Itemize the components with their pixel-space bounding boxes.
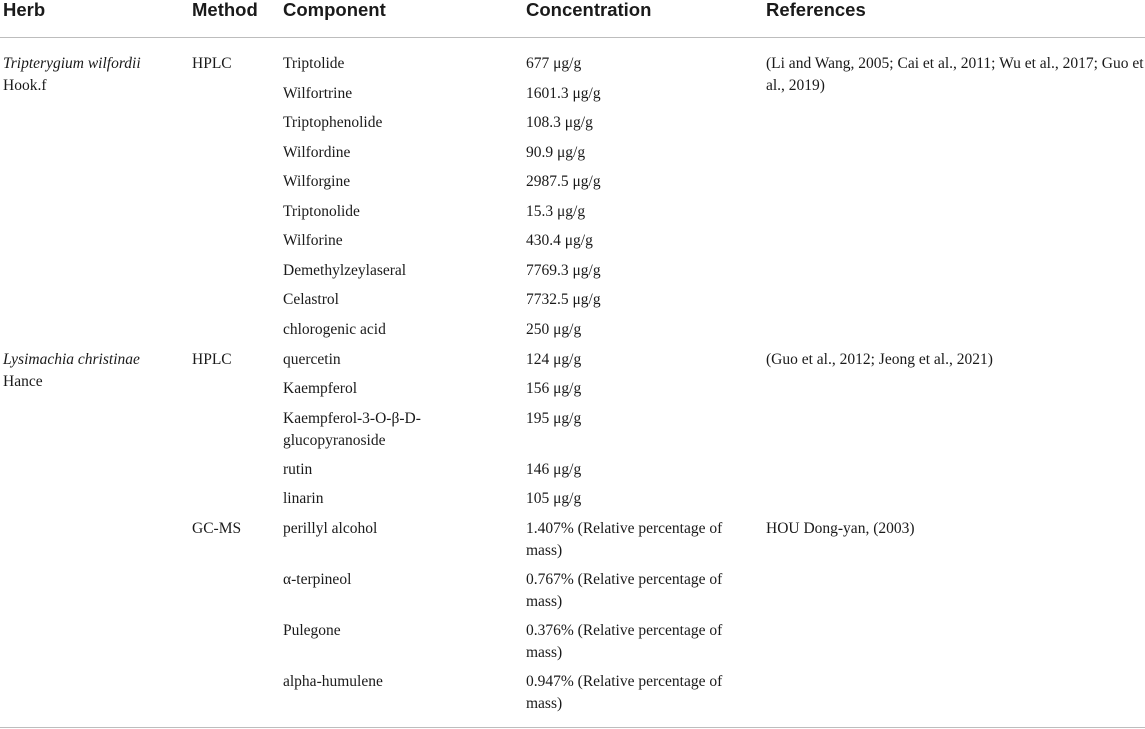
- header-herb: Herb: [3, 0, 46, 20]
- table-header: [0, 0, 1145, 38]
- method-cell: GC-MS: [192, 520, 242, 537]
- component-cell: Triptolide: [283, 55, 345, 72]
- concentration-cell: 0.376% (Relative percentage of mass): [526, 622, 723, 661]
- concentration-cell: 677 μg/g: [526, 55, 582, 72]
- concentration-cell: 195 μg/g: [526, 410, 582, 427]
- component-cell: α-terpineol: [283, 571, 352, 588]
- concentration-cell: 15.3 μg/g: [526, 203, 586, 220]
- component-cell: linarin: [283, 490, 324, 507]
- concentration-cell: 0.947% (Relative percentage of mass): [526, 673, 723, 712]
- concentration-cell: 430.4 μg/g: [526, 232, 593, 249]
- herb-latin-name: Tripterygium wilfordii: [3, 55, 141, 72]
- header-method: Method: [192, 0, 258, 20]
- component-cell: Kaempferol-3-O-β-D-glucopyranoside: [283, 410, 421, 449]
- references-cell: (Guo et al., 2012; Jeong et al., 2021): [766, 351, 993, 368]
- concentration-cell: 7769.3 μg/g: [526, 262, 601, 279]
- concentration-cell: 146 μg/g: [526, 461, 582, 478]
- header-concentration: Concentration: [526, 0, 652, 20]
- component-cell: quercetin: [283, 351, 341, 368]
- herb-authority: Hook.f: [3, 77, 47, 94]
- concentration-cell: 250 μg/g: [526, 321, 582, 338]
- concentration-cell: 105 μg/g: [526, 490, 582, 507]
- component-cell: Wilforgine: [283, 173, 351, 190]
- component-cell: Wilforine: [283, 232, 343, 249]
- concentration-cell: 2987.5 μg/g: [526, 173, 601, 190]
- concentration-cell: 108.3 μg/g: [526, 114, 593, 131]
- component-cell: Wilfordine: [283, 144, 351, 161]
- method-cell: HPLC: [192, 55, 232, 72]
- references-cell: (Li and Wang, 2005; Cai et al., 2011; Wu et al., 2017; Guo et al., 2019): [766, 55, 1144, 94]
- component-cell: Demethylzeylaseral: [283, 262, 407, 279]
- herb-authority: Hance: [3, 373, 43, 390]
- component-cell: Kaempferol: [283, 380, 358, 397]
- component-cell: alpha-humulene: [283, 673, 383, 690]
- component-cell: perillyl alcohol: [283, 520, 378, 537]
- concentration-cell: 90.9 μg/g: [526, 144, 586, 161]
- component-cell: Celastrol: [283, 291, 339, 308]
- component-cell: Triptophenolide: [283, 114, 383, 131]
- component-cell: rutin: [283, 461, 313, 478]
- header-references: References: [766, 0, 866, 20]
- herb-cell: [3, 349, 140, 393]
- concentration-cell: 1.407% (Relative percentage of mass): [526, 520, 723, 559]
- herb-cell: [3, 53, 141, 97]
- concentration-cell: 7732.5 μg/g: [526, 291, 601, 308]
- herb-latin-name: Lysimachia christinae: [3, 351, 140, 368]
- header-component: Component: [283, 0, 386, 20]
- concentration-cell: 156 μg/g: [526, 380, 582, 397]
- component-cell: Triptonolide: [283, 203, 360, 220]
- table-bottom-rule: [0, 727, 1145, 728]
- component-cell: Pulegone: [283, 622, 341, 639]
- method-cell: HPLC: [192, 351, 232, 368]
- concentration-cell: 0.767% (Relative percentage of mass): [526, 571, 723, 610]
- component-cell: Wilfortrine: [283, 85, 353, 102]
- references-cell: HOU Dong-yan, (2003): [766, 520, 915, 537]
- concentration-cell: 1601.3 μg/g: [526, 85, 601, 102]
- component-cell: chlorogenic acid: [283, 321, 386, 338]
- concentration-cell: 124 μg/g: [526, 351, 582, 368]
